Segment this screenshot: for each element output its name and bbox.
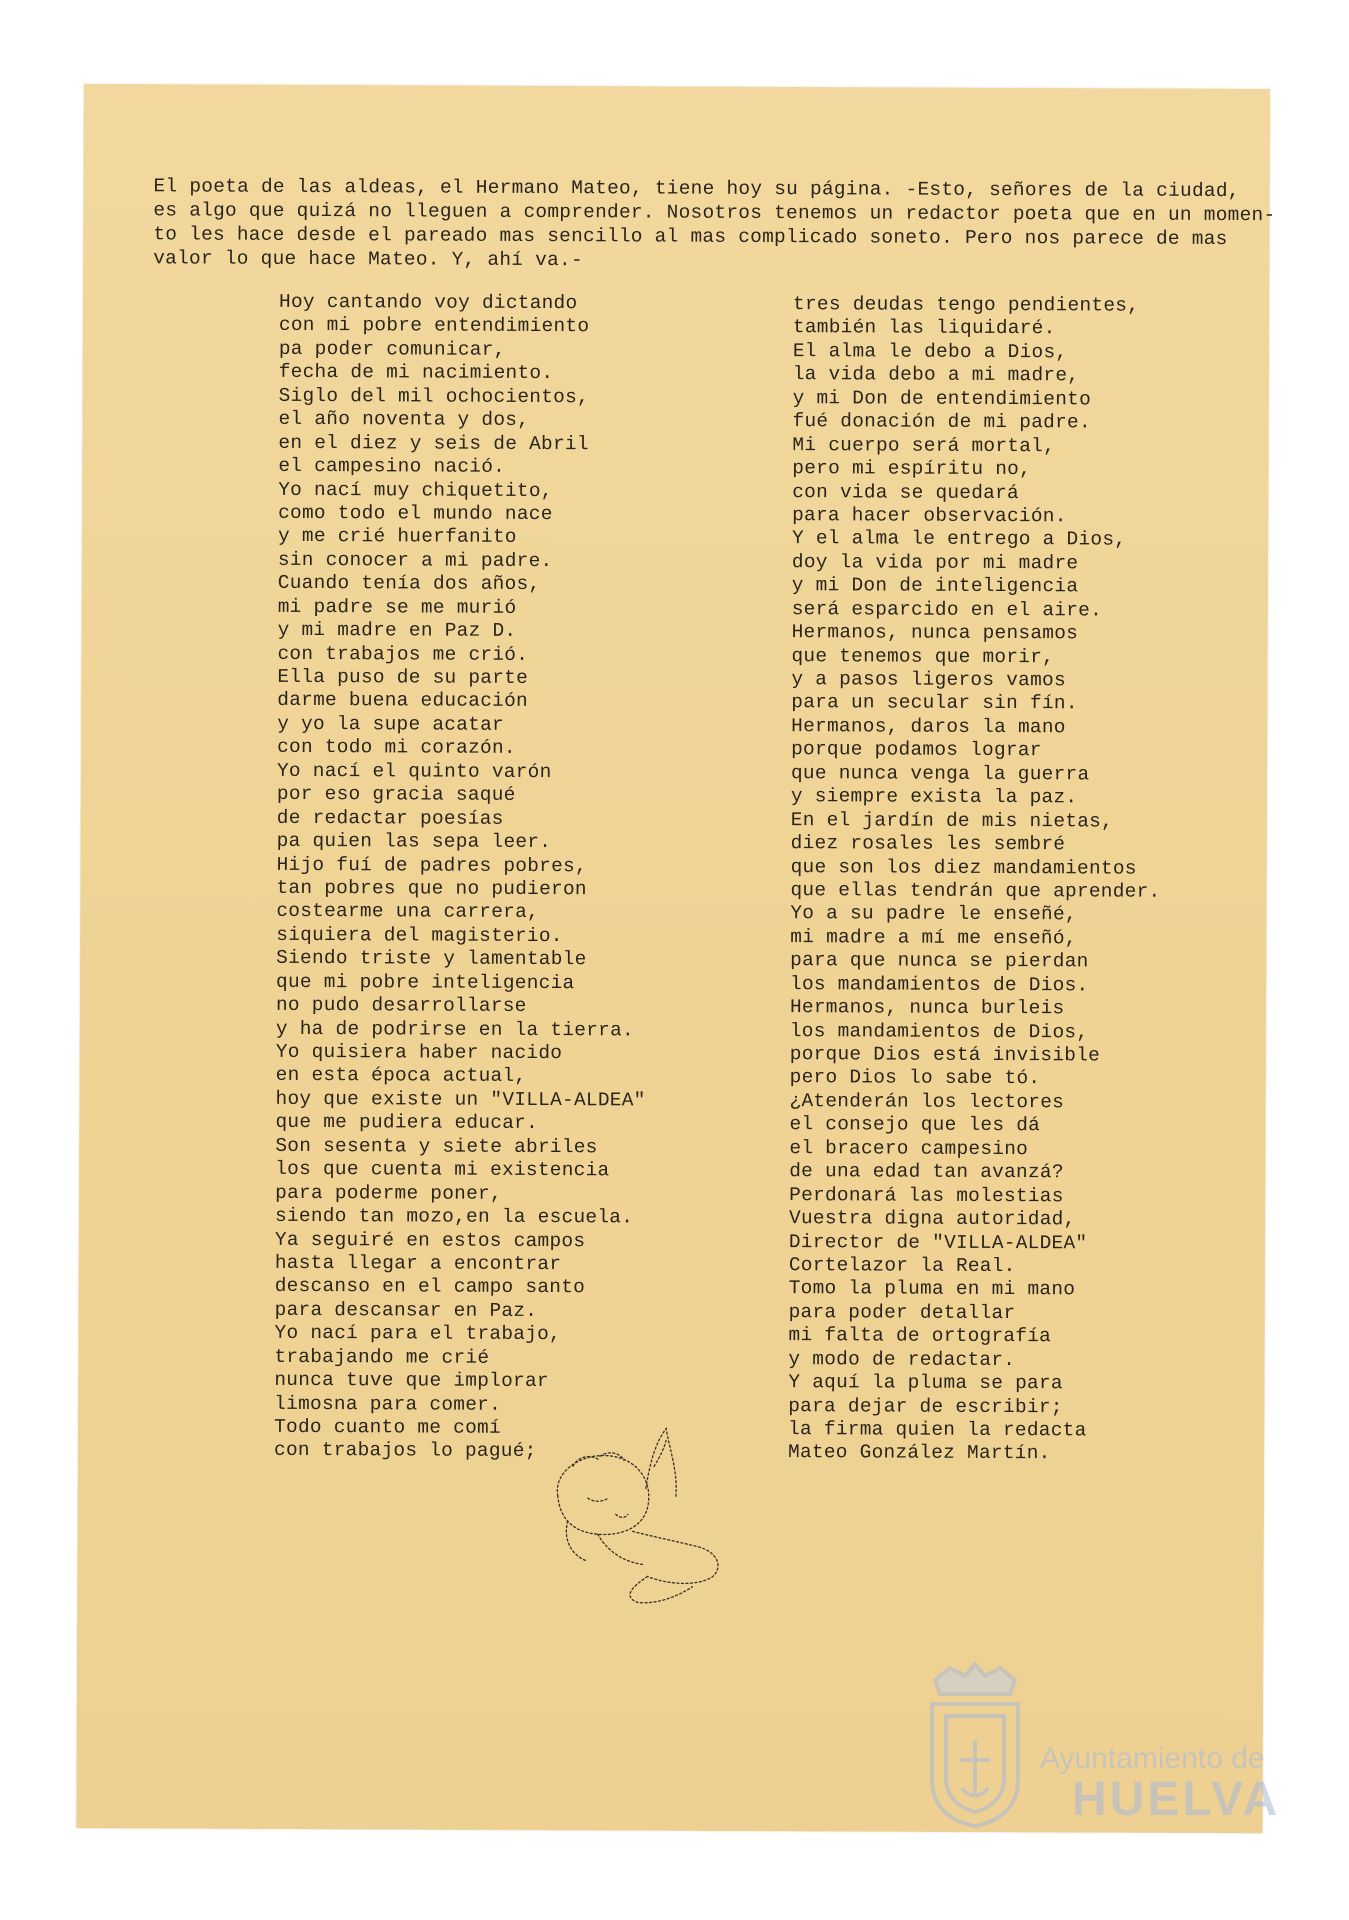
poem-line: trabajando me crié (274, 1345, 490, 1369)
watermark-org: Ayuntamiento de (1040, 1742, 1265, 1775)
poem-line: para un secular sin fín. (791, 691, 1078, 715)
poem-line: limosna para comer. (274, 1392, 502, 1416)
intro-line: to les hace desde el pareado mas sencillo al mas complicado soneto. Pero nos parece de mas (153, 223, 1228, 250)
poem-line: de redactar poesías (276, 806, 504, 830)
poem-line: que nunca venga la guerra (790, 761, 1090, 786)
poem-line: Yo a su padre le enseñé, (790, 902, 1077, 926)
poem-line: el campesino nació. (278, 454, 506, 478)
poem-line: Hermanos, daros la mano (791, 714, 1066, 739)
poem-line: que tenemos que morir, (791, 644, 1055, 668)
poem-line: que son los diez mandamientos (790, 855, 1137, 880)
poem-line: En el jardín de mis nietas, (790, 808, 1114, 833)
poem-line: para poderme poner, (275, 1181, 503, 1205)
poem-line: nunca tuve que implorar (274, 1368, 549, 1393)
intro-paragraph (153, 174, 1276, 275)
intro-line: El poeta de las aldeas, el Hermano Mateo, tiene hoy su página. -Esto, señores de la ciudad, (153, 175, 1240, 203)
poem-line: Hijo fuí de padres pobres, (276, 853, 587, 877)
poem-line: con trabajos me crió. (277, 642, 529, 666)
poem-line: mi madre a mí me enseñó, (790, 925, 1077, 950)
typed-page (76, 84, 1276, 1833)
coat-of-arms-icon (920, 1660, 1030, 1830)
poem-line: y yo la supe acatar (277, 712, 505, 736)
poem-line: Siglo del mil ochocientos, (278, 384, 590, 408)
poem-line: el año noventa y dos, (278, 408, 530, 432)
watermark (920, 1660, 1281, 1830)
poem-line: fué donación de mi padre. (792, 410, 1092, 434)
poem-line: también las liquidaré. (792, 316, 1056, 340)
poem-line: Yo nací muy chiquetito, (278, 478, 553, 502)
poem-line: y mi Don de entendimiento (792, 386, 1092, 411)
poem-line: pa quien las sepa leer. (276, 829, 552, 854)
poem-line: y a pasos ligeros vamos (791, 668, 1067, 692)
poem-line: Hermanos, nunca pensamos (791, 621, 1079, 645)
poem-line: que mi pobre inteligencia (276, 970, 575, 994)
poem-line: Tomo la pluma en mi mano (788, 1277, 1076, 1301)
poem-line: mi padre se me murió (277, 595, 517, 619)
poem-line: con mi pobre entendimiento (278, 314, 590, 338)
poem-line: para dejar de escribir; (788, 1394, 1063, 1418)
poem-line: tres deudas tengo pendientes, (792, 293, 1140, 317)
poem-line: Siendo triste y lamentable (276, 947, 587, 971)
intro-line: valor lo que hace Mateo. Y, ahí va.- (153, 247, 584, 272)
poem-line: Ya seguiré en estos campos (274, 1228, 586, 1252)
poem-line: y mi madre en Paz D. (277, 618, 517, 643)
poem-line: Todo cuanto me comí (274, 1415, 501, 1439)
poem-line: no pudo desarrollarse (275, 993, 527, 1018)
poem-line: que ellas tendrán que aprender. (790, 879, 1161, 903)
sleeping-cherub-drawing (527, 1426, 728, 1607)
poem-line: para hacer observación. (792, 504, 1067, 528)
poem-line: Yo quisiera haber nacido (275, 1040, 563, 1065)
poem-line: mi falta de ortografía (788, 1324, 1052, 1348)
poem-line: será esparcido en el aire. (791, 597, 1103, 622)
poem-line: Vuestra digna autoridad, (789, 1207, 1076, 1231)
poem-line: Hermanos, nunca burleis (789, 996, 1065, 1020)
watermark-city: HUELVA (1072, 1773, 1281, 1826)
poem-line: pa poder comunicar, (278, 337, 506, 361)
poem-line: ¿Atenderán los lectores (789, 1089, 1065, 1114)
poem-line: en esta época actual, (275, 1064, 527, 1088)
poem-line: sin conocer a mi padre. (277, 548, 553, 572)
poem-line: porque podamos lograr (791, 738, 1042, 762)
poem-line: por eso gracia saqué (276, 783, 516, 807)
poem-line: Director de "VILLA-ALDEA" (788, 1230, 1088, 1254)
poem-line: fecha de mi nacimiento. (278, 361, 554, 385)
poem-line: Y aquí la pluma se para (788, 1371, 1063, 1395)
poem-left-column (274, 291, 649, 1464)
poem-line: Mi cuerpo será mortal, (792, 433, 1056, 457)
poem-line: el consejo que les dá (789, 1113, 1041, 1137)
poem-line: y mi Don de inteligencia (791, 574, 1079, 598)
poem-line: de una edad tan avanzá? (789, 1160, 1064, 1184)
poem-line: con vida se quedará (792, 480, 1020, 504)
poem-line: que me pudiera educar. (275, 1111, 539, 1135)
poem-line: para poder detallar (788, 1300, 1016, 1324)
poem-line: costearme una carrera, (276, 900, 540, 924)
poem-right-column (788, 293, 1163, 1466)
poem-line: El alma le debo a Dios, (792, 339, 1068, 364)
poem-line: siquiera del magisterio. (276, 923, 563, 947)
poem-line: hoy que existe un "VILLA-ALDEA" (275, 1087, 646, 1112)
poem-line: hasta llegar a encontrar (274, 1251, 562, 1276)
poem-line: tan pobres que no pudieron (276, 876, 587, 901)
poem-line: Yo nací el quinto varón (276, 759, 552, 783)
poem-line: pero Dios lo sabe tó. (789, 1066, 1041, 1090)
poem-line: Yo nací para el trabajo, (274, 1322, 562, 1346)
poem-line: Cuando tenía dos años, (277, 572, 541, 596)
poem-line: los mandamientos de Dios, (789, 1019, 1089, 1043)
poem-line: porque Dios está invisible (789, 1043, 1101, 1067)
poem-line: con todo mi corazón. (277, 736, 516, 760)
poem-line: Hoy cantando voy dictando (279, 290, 578, 315)
poem-line: Son sesenta y siete abriles (275, 1134, 598, 1159)
poem-line: Cortelazor la Real. (788, 1254, 1016, 1278)
poem-line: y siempre exista la paz. (790, 785, 1078, 809)
poem-line: y modo de redactar. (788, 1347, 1016, 1371)
poem-line: pero mi espíritu no, (792, 457, 1032, 481)
poem-line: con trabajos lo pagué; (273, 1439, 537, 1463)
poem-line: como todo el mundo nace (278, 501, 553, 525)
poem-line: y ha de podrirse en la tierra. (275, 1017, 635, 1041)
poem-line: los mandamientos de Dios. (790, 972, 1089, 997)
poem-line: para descansar en Paz. (274, 1298, 538, 1322)
poem-line: la vida debo a mi madre, (792, 363, 1080, 387)
poem-line: Perdonará las molestias (789, 1183, 1064, 1207)
poem-line: siendo tan mozo,en la escuela. (275, 1204, 634, 1229)
poem-line: diez rosales les sembré (790, 832, 1066, 856)
poem-line: la firma quien la redacta (788, 1418, 1087, 1442)
poem-line: doy la vida por mi madre (791, 550, 1079, 575)
poem-line: y me crié huerfanito (277, 525, 517, 549)
poem-line: Mateo González Martín. (787, 1441, 1051, 1465)
poem-line: el bracero campesino (789, 1136, 1029, 1160)
poem-line: Y el alma le entrego a Dios, (791, 527, 1127, 551)
poem-line: para que nunca se pierdan (790, 949, 1089, 973)
poem-line: en el diez y seis de Abril (278, 431, 589, 455)
poem-line: Ella puso de su parte (277, 665, 529, 689)
poem-line: los que cuenta mi existencia (275, 1158, 610, 1182)
poem-line: descanso en el campo santo (274, 1275, 586, 1299)
intro-line: es algo que quizá no lleguen a comprender. Nosotros tenemos un redactor poeta que en un momen- (153, 199, 1276, 227)
poem-line: darme buena educación (277, 689, 529, 713)
